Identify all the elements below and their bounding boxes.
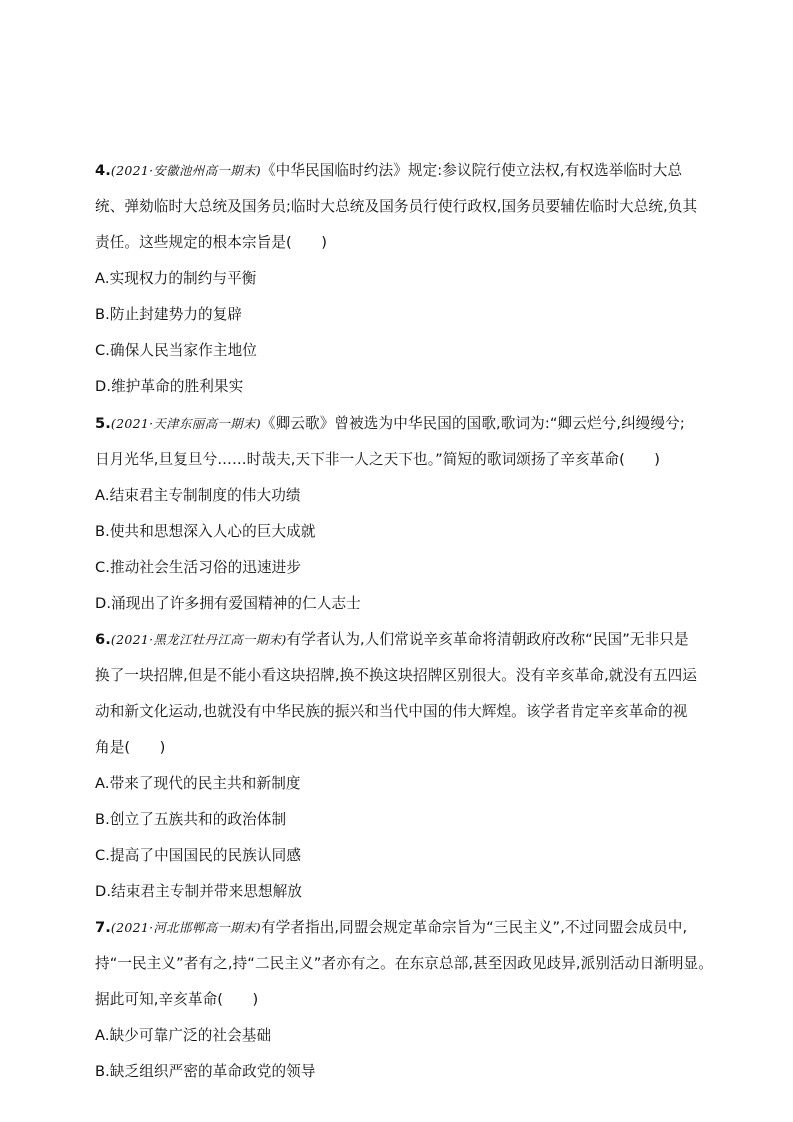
question-7-option-a: A.缺少可靠广泛的社会基础 — [95, 1027, 272, 1044]
question-5-stem-line-1 — [95, 414, 715, 434]
stem-text: 《中华民国临时约法》规定:参议院行使立法权,有权选举临时大总 — [260, 162, 683, 179]
question-4-stem-line-1 — [95, 161, 715, 181]
question-6-stem-line-3: 动和新文化运动,也就没有中华民族的振兴和当代中国的伟大辉煌。该学者肯定辛亥革命的视 — [95, 703, 688, 720]
question-7-stem-line-3: 据此可知,辛亥革命( ) — [95, 991, 259, 1008]
question-4-option-c: C.确保人民当家作主地位 — [95, 342, 257, 359]
question-number: 5. — [95, 415, 111, 432]
question-5-option-d: D.涌现出了许多拥有爱国精神的仁人志士 — [95, 595, 361, 612]
question-source: (2021·安徽池州高一期末) — [110, 163, 261, 178]
question-6-stem-line-4: 角是( ) — [95, 739, 166, 756]
question-source: (2021·黑龙江牡丹江高一期末) — [110, 632, 287, 647]
question-6-option-d: D.结束君主专制并带来思想解放 — [95, 883, 303, 900]
question-number: 7. — [95, 919, 111, 936]
question-6-option-a: A.带来了现代的民主共和新制度 — [95, 775, 301, 792]
question-7-option-b: B.缺乏组织严密的革命政党的领导 — [95, 1063, 316, 1080]
question-4-stem-line-2: 统、弹劾临时大总统及国务员;临时大总统及国务员行使行政权,国务员要辅佐临时大总统,负其 — [95, 198, 698, 215]
question-5-option-b: B.使共和思想深入人心的巨大成就 — [95, 523, 316, 540]
question-5-option-a: A.结束君主专制制度的伟大功绩 — [95, 487, 301, 504]
stem-text: 有学者认为,人们常说辛亥革命将清朝政府改称“民国”无非只是 — [286, 631, 689, 648]
question-6-option-c: C.提高了中国国民的民族认同感 — [95, 847, 302, 864]
question-6-stem-line-2: 换了一块招牌,但是不能小看这块招牌,换不换这块招牌区别很大。没有辛亥革命,就没有五四运 — [95, 667, 697, 684]
question-number: 6. — [95, 631, 111, 648]
question-4-option-a: A.实现权力的制约与平衡 — [95, 270, 257, 287]
stem-text: 有学者指出,同盟会规定革命宗旨为“三民主义”,不过同盟会成员中, — [260, 919, 688, 936]
question-number: 4. — [95, 162, 111, 179]
question-7-stem-line-1 — [95, 918, 715, 938]
question-6-option-b: B.创立了五族共和的政治体制 — [95, 811, 287, 828]
question-5-option-c: C.推动社会生活习俗的迅速进步 — [95, 559, 302, 576]
question-7-stem-line-2: 持“一民主义”者有之,持“二民主义”者亦有之。在东京总部,甚至因政见歧异,派别活动日渐明显。 — [95, 955, 713, 972]
question-source: (2021·天津东丽高一期末) — [110, 416, 261, 431]
question-5-stem-line-2: 日月光华,旦复旦兮……时哉夫,天下非一人之天下也。”简短的歌词颂扬了辛亥革命( ) — [95, 451, 661, 468]
question-source: (2021·河北邯郸高一期末) — [110, 920, 261, 935]
question-4-option-d: D.维护革命的胜利果实 — [95, 378, 244, 395]
stem-text: 《卿云歌》曾被选为中华民国的国歌,歌词为:“卿云烂兮,纠缦缦兮; — [260, 415, 685, 432]
question-4-option-b: B.防止封建势力的复辟 — [95, 306, 243, 323]
question-6-stem-line-1 — [95, 630, 715, 650]
question-4-stem-line-3: 责任。这些规定的根本宗旨是( ) — [95, 234, 327, 251]
